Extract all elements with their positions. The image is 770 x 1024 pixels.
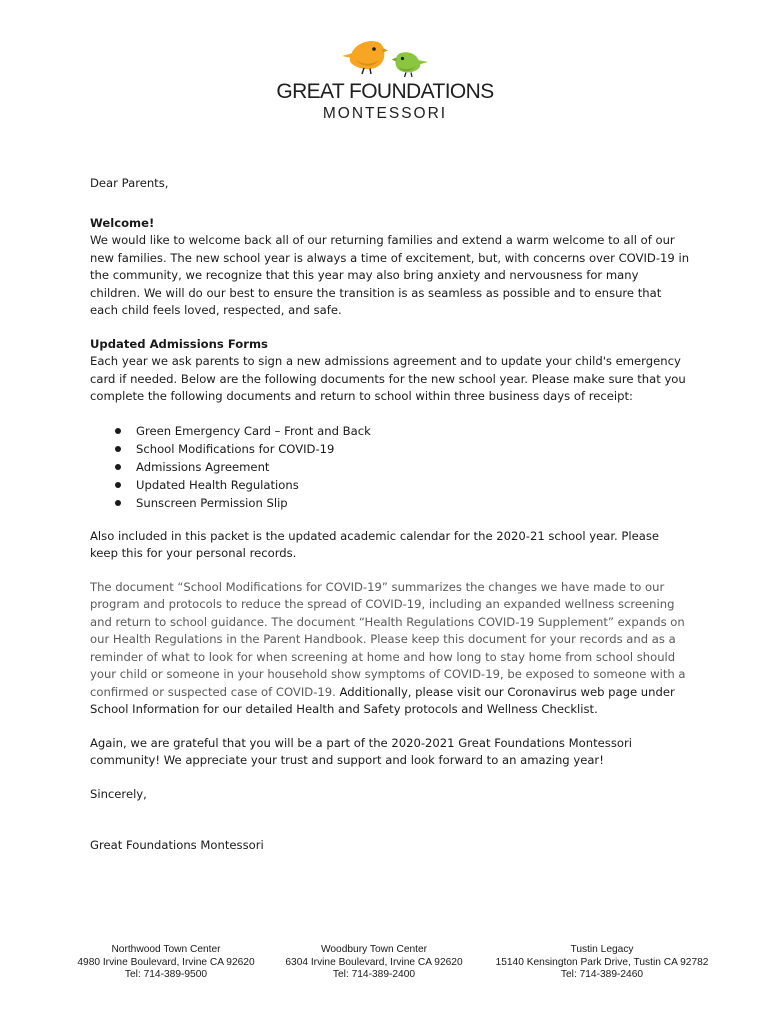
list-item: Green Emergency Card – Front and Back bbox=[112, 422, 690, 440]
list-item: School Modifications for COVID-19 bbox=[112, 440, 690, 458]
signature: Great Foundations Montessori bbox=[90, 838, 264, 853]
list-item: Updated Health Regulations bbox=[112, 476, 690, 494]
location-phone: Tel: 714-389-9500 bbox=[124, 969, 208, 980]
logo-subtitle: MONTESSORI bbox=[322, 105, 448, 122]
location-phone: Tel: 714-389-2460 bbox=[560, 969, 644, 980]
logo-name: GREAT FOUNDATIONS bbox=[276, 80, 494, 103]
documents-list bbox=[90, 422, 690, 513]
location-address: 15140 Kensington Park Drive, Tustin CA 92782 bbox=[495, 956, 709, 968]
welcome-heading: Welcome! bbox=[90, 215, 155, 230]
location-northwood bbox=[60, 944, 272, 982]
footer bbox=[0, 944, 770, 984]
location-address: 4980 Irvine Boulevard, Irvine CA 92620 bbox=[77, 956, 255, 968]
list-item: Admissions Agreement bbox=[112, 458, 690, 476]
orange-bird-icon bbox=[342, 41, 388, 74]
list-item: Sunscreen Permission Slip bbox=[112, 494, 690, 512]
location-name: Tustin Legacy bbox=[570, 944, 634, 955]
forms-heading: Updated Admissions Forms bbox=[90, 336, 268, 351]
green-bird-icon bbox=[392, 52, 429, 77]
location-name: Woodbury Town Center bbox=[320, 944, 428, 955]
location-name: Northwood Town Center bbox=[111, 944, 221, 955]
location-phone: Tel: 714-389-2400 bbox=[332, 969, 416, 980]
school-logo bbox=[0, 34, 770, 124]
closing-paragraph: Again, we are grateful that you will be a part of the 2020-2021 Great Foundations Montessori community! We appreciate your trust and support and look forward to an amazing year! bbox=[90, 735, 632, 768]
letter-body bbox=[90, 175, 690, 855]
signoff: Sincerely, bbox=[90, 786, 147, 801]
salutation: Dear Parents, bbox=[90, 176, 169, 190]
birds-logo-icon bbox=[338, 34, 432, 78]
forms-paragraph: Each year we ask parents to sign a new admissions agreement and to update your child's emergency card if needed. Below are the following documents for the new school year. Please make sure that you complete the following documents and return to school within three business days of receipt: bbox=[90, 354, 686, 403]
covid-paragraph bbox=[90, 579, 690, 719]
location-woodbury bbox=[268, 944, 480, 982]
location-tustin-legacy bbox=[482, 944, 722, 982]
welcome-paragraph: We would like to welcome back all of our returning families and extend a warm welcome to all of our new families. The new school year is always a time of excitement, but, with concerns over COVID-19 in the community, we recognize that this year may also bring anxiety and nervousness for many children. We will do our best to ensure the transition is as seamless as possible and to ensure that each child feels loved, respected, and safe. bbox=[90, 233, 690, 317]
covid-text-dark: Additionally, please visit our Coronavirus web page under School Information for our detailed Health and Safety protocols and Wellness Checklist. bbox=[90, 684, 675, 717]
covid-text-gray: The document “School Modifications for COVID-19” summarizes the changes we have made to our program and protocols to reduce the spread of COVID-19, including an expanded wellness screening and return to school guidance. The document “Health Regulations COVID-19 Supplement” expands on our Health Regulations in the Parent Handbook. Please keep this document for your records and as a reminder of what to look for when screening at home and how long to stay home from school should your child or someone in your household show symptoms of COVID-19, be exposed to someone with a confirmed or suspected case of COVID-19. bbox=[90, 579, 686, 699]
calendar-paragraph: Also included in this packet is the updated academic calendar for the 2020-21 school year. Please keep this for your personal records. bbox=[90, 528, 660, 561]
location-address: 6304 Irvine Boulevard, Irvine CA 92620 bbox=[285, 956, 463, 968]
